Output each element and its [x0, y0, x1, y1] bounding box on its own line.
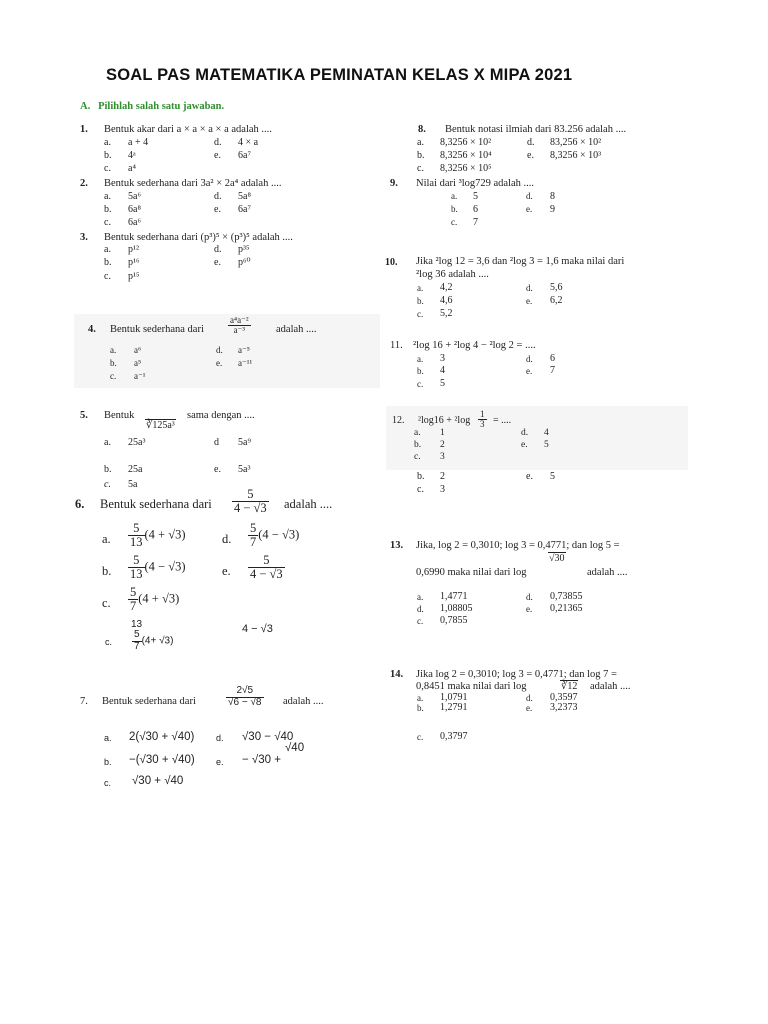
option-a: 1,4771 [440, 591, 468, 602]
option-d: 8 [550, 191, 555, 202]
option-b: 25a [128, 464, 143, 475]
fraction: $\frac{5}{4 - √3}$ [234, 487, 267, 516]
option-e: 6a⁷ [238, 204, 251, 215]
option-e: 5a³ [238, 464, 251, 475]
option-e: 3,2373 [550, 702, 578, 713]
option-a: a + 4 [128, 137, 149, 148]
option-d: 0,3597 [550, 692, 578, 703]
option-d: 6 [550, 353, 555, 364]
option-d: $\frac{5}{7}$ (4 − √3) [250, 521, 300, 550]
option-d: 5a⁹ [238, 437, 251, 448]
section-heading: A. Pilihlah salah satu jawaban. [80, 101, 225, 112]
option-e: $\frac{5}{4 - √3}$ [250, 553, 283, 582]
question-10-text: Jika ²log 12 = 3,6 dan ²log 3 = 1,6 maka nilai dari [416, 256, 625, 267]
option-d: 5a⁸ [238, 191, 251, 202]
page-title: SOAL PAS MATEMATIKA PEMINATAN KELAS X MIPA 2021 [106, 66, 573, 84]
question-13-text: Jika, log 2 = 0,3010; log 3 = 0,4771; dan log 5 = [416, 540, 620, 551]
fraction: $\frac{\text{a⁴a⁻²}}{\text{a⁻³}}$ [230, 315, 249, 336]
fraction: $\frac{2√5}{√6 - √8}$ [228, 685, 262, 708]
fraction: $\frac{1}{3}$ [480, 409, 485, 430]
option-e: 7 [550, 365, 555, 376]
question-2-text: Bentuk sederhana dari 3a² × 2a⁴ adalah .... [104, 178, 282, 189]
option-a: 3 [440, 353, 445, 364]
question-3-text: Bentuk sederhana dari (p³)⁵ × (p³)⁵ adalah .... [104, 232, 293, 243]
option-c: 5,2 [440, 308, 453, 319]
option-b: 4ᵃ [128, 150, 136, 161]
option-b: 1,2791 [440, 702, 468, 713]
option-a: a⁶ [134, 345, 142, 355]
option-e: 6a⁷ [238, 150, 251, 161]
option-e-duplicate: 5 [550, 471, 555, 482]
cropped-text: 4 − √3 [242, 623, 273, 635]
option-b: 6 [473, 204, 478, 215]
option-b: 8,3256 × 10⁴ [440, 150, 492, 161]
radical-expression: √30 [549, 553, 565, 564]
option-c: 3 [440, 452, 445, 462]
cropped-text: 13 [131, 619, 143, 630]
option-c-duplicate: 3 [440, 484, 445, 495]
option-a: 8,3256 × 10² [440, 137, 492, 148]
option-d: 0,73855 [550, 591, 583, 602]
option-e: 6,2 [550, 295, 563, 306]
option-c: 8,3256 × 10⁵ [440, 163, 492, 174]
option-e-overflow: √40 [285, 742, 305, 754]
option-e: 8,3256 × 10³ [550, 150, 602, 161]
option-a: 2(√30 + √40) [129, 731, 195, 743]
option-a: $\frac{5}{13}$ (4 + √3) [130, 521, 186, 550]
option-b: a⁵ [134, 358, 142, 368]
option-b: 1,08805 [440, 603, 473, 614]
option-a: 5 [473, 191, 478, 202]
option-c: 6a⁶ [128, 217, 141, 228]
option-b: p¹⁶ [128, 257, 140, 268]
option-a: 25a³ [128, 437, 146, 448]
question-8-text: Bentuk notasi ilmiah dari 83.256 adalah .... [445, 124, 627, 135]
option-a: p¹² [128, 244, 139, 255]
option-b: 4 [440, 365, 445, 376]
radical-expression: ∛125a³ [146, 420, 175, 431]
option-c: p¹⁵ [128, 271, 140, 282]
option-a: 5a⁶ [128, 191, 141, 202]
option-b-duplicate: 2 [440, 471, 445, 482]
option-d: 5,6 [550, 282, 563, 293]
option-c: 0,7855 [440, 615, 468, 626]
option-d: p³⁵ [238, 244, 250, 255]
option-c: 7 [473, 217, 478, 228]
option-d: √30 − √40 [242, 731, 294, 743]
option-b: −(√30 + √40) [129, 754, 195, 766]
option-b: 6a⁸ [128, 204, 141, 215]
option-d: a⁻⁵ [238, 345, 250, 355]
option-b: 4,6 [440, 295, 453, 306]
option-e: p⁶⁰ [238, 257, 251, 268]
option-c: $\frac{5}{7}$ (4 + √3) [130, 585, 180, 614]
option-a: 1 [440, 428, 445, 438]
option-c: a⁻¹ [134, 371, 146, 381]
question-11-text: ²log 16 + ²log 4 − ²log 2 = .... [413, 340, 536, 351]
option-e: 5 [544, 440, 549, 450]
option-e: a⁻¹¹ [238, 358, 253, 368]
option-d: 4 × a [238, 137, 259, 148]
option-a: 4,2 [440, 282, 453, 293]
question-9-text: Nilai dari ³log729 adalah .... [416, 178, 535, 189]
option-e: − √30 + [242, 754, 281, 766]
option-c: 5 [440, 378, 445, 389]
option-b: $\frac{5}{13}$ (4 − √3) [130, 553, 186, 582]
radical-expression: ∛12 [561, 681, 578, 692]
option-b: 2 [440, 440, 445, 450]
question-14-text: Jika log 2 = 0,3010; log 3 = 0,4771; dan log 7 = [416, 669, 617, 680]
option-a: 1,0791 [440, 692, 468, 703]
option-c: √30 + √40 [132, 775, 184, 787]
option-d: 83,256 × 10² [550, 137, 602, 148]
option-e: 9 [550, 204, 555, 215]
option-c: 0,3797 [440, 731, 468, 742]
option-c: 5a [128, 479, 138, 490]
option-e: 0,21365 [550, 603, 583, 614]
option-c-duplicate: $\frac{5}{7}$ (4+ √3) [134, 629, 174, 652]
option-d: 4 [544, 428, 549, 438]
question-1-text: Bentuk akar dari a × a × a × a adalah .... [104, 124, 272, 135]
option-c: a⁴ [128, 163, 136, 174]
